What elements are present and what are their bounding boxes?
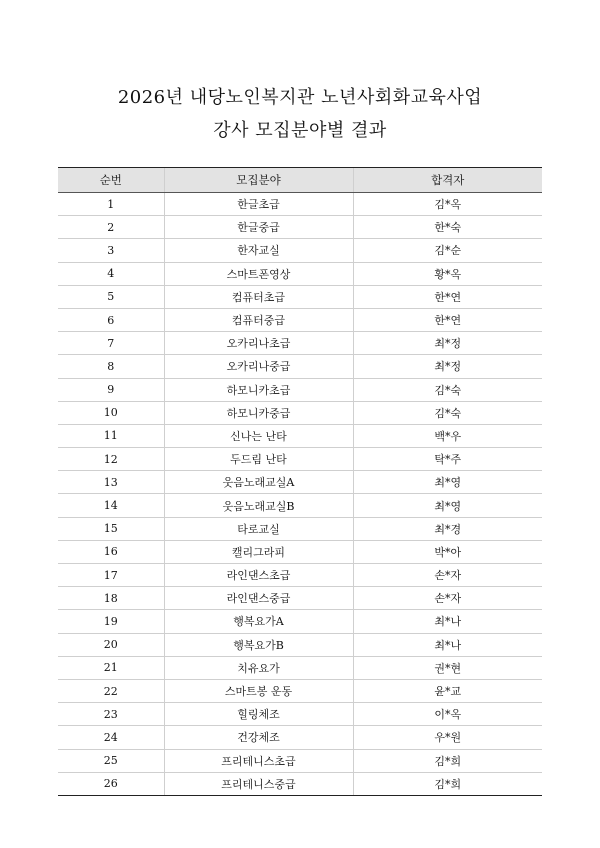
row-passer: 김*순: [353, 239, 542, 262]
row-field: 라인댄스중급: [164, 587, 353, 610]
row-field: 힐링체조: [164, 703, 353, 726]
table-row: [58, 216, 542, 239]
row-passer: 김*옥: [353, 193, 542, 216]
row-number: 12: [58, 448, 164, 471]
row-passer: 한*연: [353, 285, 542, 308]
table-body: [58, 193, 542, 796]
row-passer: 최*영: [353, 471, 542, 494]
header-row: [58, 168, 542, 193]
row-passer: 최*나: [353, 610, 542, 633]
row-passer: 김*숙: [353, 401, 542, 424]
row-passer: 손*자: [353, 587, 542, 610]
row-passer: 이*옥: [353, 703, 542, 726]
row-number: 13: [58, 471, 164, 494]
row-number: 25: [58, 749, 164, 772]
table-header: [58, 168, 542, 193]
row-number: 7: [58, 332, 164, 355]
row-field: 두드림 난타: [164, 448, 353, 471]
table-row: [58, 703, 542, 726]
row-field: 한자교실: [164, 239, 353, 262]
table-row: [58, 656, 542, 679]
row-number: 3: [58, 239, 164, 262]
table-row: [58, 772, 542, 795]
table-row: [58, 448, 542, 471]
row-passer: 최*영: [353, 494, 542, 517]
table-row: [58, 749, 542, 772]
table-row: [58, 540, 542, 563]
table-row: [58, 471, 542, 494]
row-field: 행복요가B: [164, 633, 353, 656]
row-number: 6: [58, 308, 164, 331]
row-passer: 최*정: [353, 332, 542, 355]
row-number: 22: [58, 679, 164, 702]
row-number: 1: [58, 193, 164, 216]
row-number: 26: [58, 772, 164, 795]
table-row: [58, 401, 542, 424]
row-number: 15: [58, 517, 164, 540]
row-number: 23: [58, 703, 164, 726]
row-number: 9: [58, 378, 164, 401]
row-field: 건강체조: [164, 726, 353, 749]
row-field: 한글중급: [164, 216, 353, 239]
document-title: [0, 84, 600, 145]
table-row: [58, 285, 542, 308]
row-passer: 박*아: [353, 540, 542, 563]
table-row: [58, 239, 542, 262]
row-number: 24: [58, 726, 164, 749]
table-row: [58, 424, 542, 447]
table-row: [58, 726, 542, 749]
row-passer: 한*숙: [353, 216, 542, 239]
row-passer: 황*옥: [353, 262, 542, 285]
row-passer: 권*현: [353, 656, 542, 679]
row-field: 컴퓨터중급: [164, 308, 353, 331]
row-field: 하모니카초급: [164, 378, 353, 401]
row-field: 스마트폰영상: [164, 262, 353, 285]
row-passer: 우*원: [353, 726, 542, 749]
row-field: 라인댄스초급: [164, 564, 353, 587]
row-number: 16: [58, 540, 164, 563]
row-number: 2: [58, 216, 164, 239]
row-passer: 탁*주: [353, 448, 542, 471]
row-number: 5: [58, 285, 164, 308]
row-passer: 한*연: [353, 308, 542, 331]
table-row: [58, 610, 542, 633]
row-field: 웃음노래교실B: [164, 494, 353, 517]
row-field: 타로교실: [164, 517, 353, 540]
row-passer: 백*우: [353, 424, 542, 447]
row-field: 행복요가A: [164, 610, 353, 633]
table-row: [58, 355, 542, 378]
table-row: [58, 332, 542, 355]
row-number: 18: [58, 587, 164, 610]
table-row: [58, 494, 542, 517]
table-row: [58, 587, 542, 610]
row-passer: 김*희: [353, 749, 542, 772]
row-field: 프리테니스초급: [164, 749, 353, 772]
row-passer: 손*자: [353, 564, 542, 587]
row-field: 한글초급: [164, 193, 353, 216]
header-passer: 합격자: [353, 168, 542, 193]
row-field: 치유요가: [164, 656, 353, 679]
row-field: 하모니카중급: [164, 401, 353, 424]
table-row: [58, 193, 542, 216]
row-number: 17: [58, 564, 164, 587]
row-field: 캘리그라피: [164, 540, 353, 563]
row-passer: 최*경: [353, 517, 542, 540]
row-field: 신나는 난타: [164, 424, 353, 447]
row-number: 4: [58, 262, 164, 285]
row-number: 8: [58, 355, 164, 378]
table-row: [58, 378, 542, 401]
row-number: 14: [58, 494, 164, 517]
row-field: 오카리나초급: [164, 332, 353, 355]
row-passer: 최*나: [353, 633, 542, 656]
header-field: 모집분야: [164, 168, 353, 193]
table-row: [58, 308, 542, 331]
title-line-1: 2026년 내당노인복지관 노년사회화교육사업: [117, 87, 483, 108]
row-number: 19: [58, 610, 164, 633]
table-row: [58, 517, 542, 540]
row-field: 웃음노래교실A: [164, 471, 353, 494]
row-passer: 윤*교: [353, 679, 542, 702]
row-passer: 김*숙: [353, 378, 542, 401]
row-passer: 김*희: [353, 772, 542, 795]
row-field: 오카리나중급: [164, 355, 353, 378]
results-table: [58, 167, 542, 796]
row-number: 21: [58, 656, 164, 679]
row-number: 11: [58, 424, 164, 447]
table-row: [58, 564, 542, 587]
row-field: 프리테니스중급: [164, 772, 353, 795]
table-row: [58, 679, 542, 702]
row-field: 컴퓨터초급: [164, 285, 353, 308]
row-field: 스마트봉 운동: [164, 679, 353, 702]
table-row: [58, 262, 542, 285]
row-number: 20: [58, 633, 164, 656]
table-row: [58, 633, 542, 656]
header-number: 순번: [58, 168, 164, 193]
title-line-2: 강사 모집분야별 결과: [213, 120, 387, 141]
row-number: 10: [58, 401, 164, 424]
row-passer: 최*정: [353, 355, 542, 378]
